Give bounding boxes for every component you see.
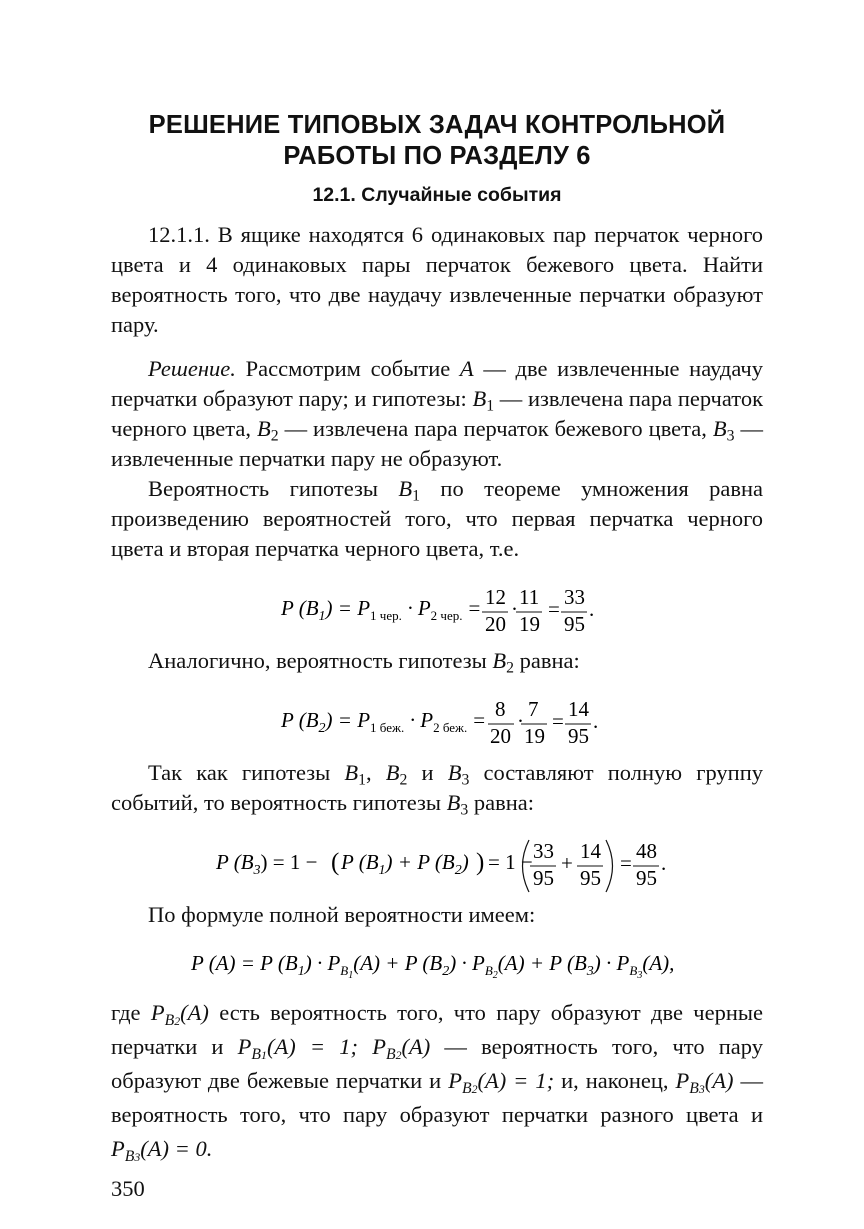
frac3-den: 95 — [564, 612, 585, 636]
svg-text:=: = — [620, 851, 632, 875]
svg-text:·: · — [517, 709, 524, 733]
frac2-den: 95 — [580, 866, 601, 890]
frac3-num: 33 — [564, 585, 585, 609]
full-group-paragraph: Так как гипотезы $B_1$, $B_2$ и $B_3$ составляют полную группу событий, то вероятность гипотезы $B_3$ равна: — [111, 760, 763, 819]
solution-paragraph: Решение. Рассмотрим событие A — две извлеченные наудачу перчатки образуют пару; и гипотезы: $B_1$ — извлечена пара перчаток черного цвета, $B_2$ — извлечена пара перчаток бежевого цвета, $B_3$ — извлеченные перчатки пару не образуют. — [111, 356, 763, 471]
final-paragraph: где $P_{B2}(A)$ есть вероятность того, что пару образуют две черные перчатки и $P_{B1}(A) = 1$; $P_{B2}(A)$ — вероятность того, что пару образуют две бежевые перчатки и $P_{B2}(A) = 1$; и, наконец, $P_{B3}(A)$ — вероятность того, что пару образуют перчатки разного цвета и $P_{B3}(A) = 0$. — [111, 1000, 764, 1165]
frac2-den: 19 — [519, 612, 540, 636]
svg-text:P (B1) = P1 чер.·P2 чер.=: P $(B_1) = P_{1 чер.} \cdot P_{2 чер.}$ = — [281, 596, 481, 624]
frac2-den: 19 — [524, 724, 545, 748]
frac2-num: 14 — [580, 839, 601, 863]
frac1-den: 95 — [533, 866, 554, 890]
svg-text:=: = — [548, 597, 560, 621]
svg-text:·: · — [511, 597, 518, 621]
frac1-num: 12 — [485, 585, 506, 609]
big-paren-right: ) — [476, 849, 485, 876]
formula-total-svg — [111, 940, 763, 988]
problem-statement: 12.1.1. В ящике находятся 6 одинаковых пар перчаток черного цвета и 4 одинаковых пары перчаток бежевого цвета. Найти вероятность того, что две наудачу извлеченные перчатки образуют пару. — [111, 222, 763, 337]
analog-paragraph: Аналогично, вероятность гипотезы $B_2$ равна: — [148, 648, 580, 677]
chapter-heading-line2: РАБОТЫ ПО РАЗДЕЛУ 6 — [283, 142, 591, 170]
svg-text:.: . — [661, 851, 667, 875]
solution-lead: Решение. — [148, 356, 236, 381]
frac2-num: 7 — [528, 697, 539, 721]
frac3-num: 14 — [568, 697, 589, 721]
svg-text:=: = — [552, 709, 564, 733]
frac3-num: 48 — [636, 839, 657, 863]
frac1-num: 8 — [495, 697, 506, 721]
frac3-den: 95 — [568, 724, 589, 748]
svg-text:= 1 −: = 1 − — [488, 850, 533, 874]
document-page — [111, 100, 763, 1204]
svg-text:.: . — [589, 597, 595, 621]
formula-p-b2-svg — [111, 686, 763, 750]
formula-p-b1-svg — [111, 574, 763, 638]
formula-p-b3 — [111, 828, 763, 892]
frac2-num: 11 — [519, 585, 540, 609]
formula-p-b3-svg — [111, 828, 763, 892]
formula-p-b1 — [111, 574, 763, 638]
total-probability-paragraph: По формуле полной вероятности имеем: — [148, 902, 536, 927]
hypothesis-b1-paragraph: Вероятность гипотезы $B_1$ по теореме умножения равна произведению вероятностей того, что первая перчатка черного цвета и вторая перчатка черного цвета, т.е. — [111, 476, 763, 561]
frac1-den: 20 — [490, 724, 511, 748]
chapter-heading-line1: РЕШЕНИЕ ТИПОВЫХ ЗАДАЧ КОНТРОЛЬНОЙ — [148, 111, 726, 139]
svg-text:P (B2) = P1 беж.·P2 беж.=: P $(B_2) = P_{1 беж.} \cdot P_{2 беж.}$ = — [281, 708, 486, 736]
svg-text:P (A) = P (B1) · PB1(A) + P (B: P (A) = P $(B_1) \cdot P_B1(A) + P$ $(B_2) \cdot P_B2(A) + P$ $(B_3) \cdot P_B3(A)$, — [191, 951, 675, 981]
svg-text:P (B1) + P (B2): P $(B_1) + P$ $(B_2)$ — [341, 850, 469, 878]
frac3-den: 95 — [636, 866, 657, 890]
svg-text:P (B3) = 1 −: P $(B_3) = 1$ − — [216, 850, 318, 878]
big-paren-left: ( — [331, 849, 340, 876]
frac1-den: 20 — [485, 612, 506, 636]
svg-text:+: + — [561, 851, 573, 875]
paren-right — [606, 840, 613, 892]
page-number: 350 — [111, 1176, 145, 1201]
chapter-heading — [111, 110, 763, 172]
section-title: 12.1. Случайные события — [312, 184, 562, 206]
frac1-num: 33 — [533, 839, 554, 863]
formula-p-b2 — [111, 686, 763, 750]
formula-total-probability — [111, 940, 763, 988]
svg-text:.: . — [593, 709, 599, 733]
